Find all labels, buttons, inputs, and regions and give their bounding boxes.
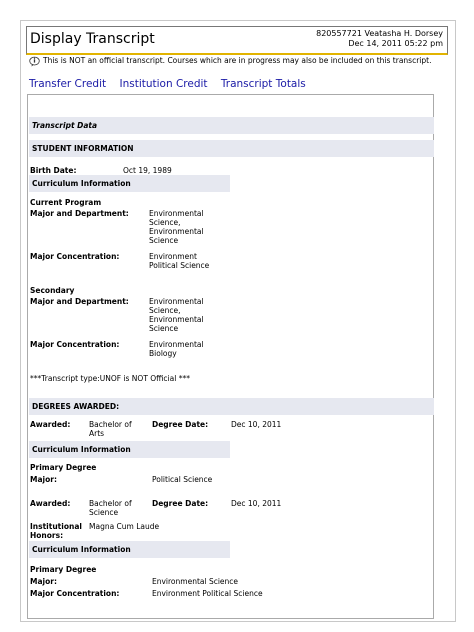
page-header [26, 26, 448, 55]
student-identity [316, 29, 443, 49]
degree2-awarded-value: Bachelor of Science [89, 499, 132, 517]
degree1-primary-degree-label: Primary Degree [30, 463, 97, 472]
transcript-panel [27, 94, 434, 619]
degree2-concentration-value: Environment Political Science [152, 589, 263, 598]
degree1-awarded-label: Awarded: [30, 420, 71, 429]
current-concentration-value: Environment Political Science [149, 252, 210, 270]
degree1-curriculum-heading: Curriculum Information [29, 441, 230, 458]
degree2-date-value: Dec 10, 2011 [231, 499, 282, 508]
transcript-data-heading: Transcript Data [29, 117, 434, 134]
page-title: Display Transcript [30, 31, 155, 47]
current-program-label: Current Program [30, 198, 102, 207]
notice-text: This is NOT an official transcript. Courses which are in progress may also be included on this transcript. [43, 56, 432, 65]
major-department-label: Major and Department: [30, 209, 129, 218]
degree2-major-value: Environmental Science [152, 577, 239, 586]
link-institution-credit[interactable]: Institution Credit [119, 78, 208, 90]
degrees-awarded-heading: DEGREES AWARDED: [29, 398, 434, 415]
secondary-concentration-label: Major Concentration: [30, 340, 120, 349]
curriculum-information-heading: Curriculum Information [29, 175, 230, 192]
degree1-date-label: Degree Date: [152, 420, 209, 429]
degree1-major-value: Political Science [152, 475, 213, 484]
degree2-primary-degree-label: Primary Degree [30, 565, 97, 574]
current-major-value: Environmental Science, Environmental Science [149, 209, 204, 245]
transcript-type: ***Transcript type:UNOF is NOT Official *** [30, 374, 190, 383]
secondary-concentration-value: Environmental Biology [149, 340, 204, 358]
degree2-honors-value: Magna Cum Laude [89, 522, 160, 531]
info-icon [29, 56, 40, 67]
birth-date-label: Birth Date: [30, 166, 77, 175]
degree2-date-label: Degree Date: [152, 499, 209, 508]
birth-date-value: Oct 19, 1989 [123, 166, 172, 175]
degree1-awarded-value: Bachelor of Arts [89, 420, 132, 438]
secondary-major-department-label: Major and Department: [30, 297, 129, 306]
nav-links [29, 78, 316, 90]
degree2-honors-label: Institutional Honors: [30, 522, 82, 540]
degree2-concentration-label: Major Concentration: [30, 589, 120, 598]
degree1-major-label: Major: [30, 475, 57, 484]
degree1-date-value: Dec 10, 2011 [231, 420, 282, 429]
degree2-curriculum-heading: Curriculum Information [29, 541, 230, 558]
degree2-major-label: Major: [30, 577, 57, 586]
timestamp: Dec 14, 2011 05:22 pm [348, 39, 443, 48]
transcript-page [20, 20, 456, 622]
degree2-awarded-label: Awarded: [30, 499, 71, 508]
student-information-heading: STUDENT INFORMATION [29, 140, 434, 157]
secondary-label: Secondary [30, 286, 75, 295]
link-transcript-totals[interactable]: Transcript Totals [220, 78, 306, 90]
major-concentration-label: Major Concentration: [30, 252, 120, 261]
link-transfer-credit[interactable]: Transfer Credit [29, 78, 107, 90]
student-line: 820557721 Veatasha H. Dorsey [316, 29, 443, 38]
secondary-major-value: Environmental Science, Environmental Science [149, 297, 204, 333]
